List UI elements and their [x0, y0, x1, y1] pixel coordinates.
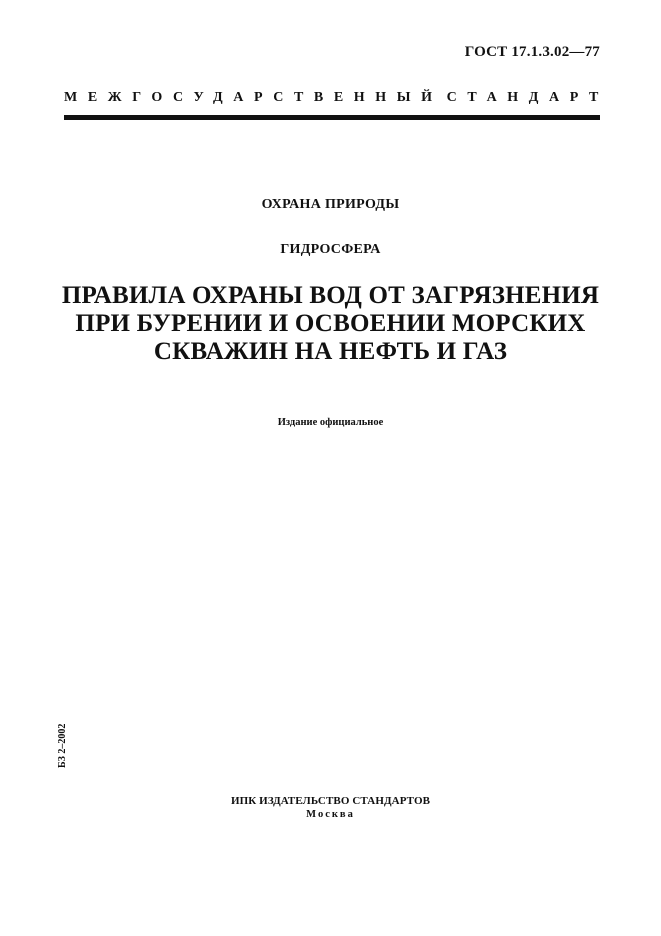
- title-line-1: ПРАВИЛА ОХРАНЫ ВОД ОТ ЗАГРЯЗНЕНИЯ: [61, 282, 600, 309]
- edition-note: Издание официальное: [277, 417, 384, 428]
- title-line-3: СКВАЖИН НА НЕФТЬ И ГАЗ: [153, 338, 508, 365]
- document-title: [0, 282, 661, 366]
- header-band: [64, 90, 609, 106]
- subsubject-heading: ГИДРОСФЕРА: [280, 242, 381, 257]
- publisher-city: Москва: [306, 809, 355, 820]
- subject-heading: ОХРАНА ПРИРОДЫ: [261, 197, 400, 212]
- header-rule: [64, 115, 600, 120]
- standard-number: ГОСТ 17.1.3.02—77: [464, 44, 600, 60]
- header-word-interstate: МЕЖГОСУДАРСТВЕННЫЙ: [64, 90, 443, 105]
- side-code: БЗ 2–2002: [57, 723, 68, 768]
- publisher-name: ИПК ИЗДАТЕЛЬСТВО СТАНДАРТОВ: [230, 795, 431, 807]
- header-word-standard: СТАНДАРТ: [446, 90, 609, 105]
- title-line-2: ПРИ БУРЕНИИ И ОСВОЕНИИ МОРСКИХ: [75, 310, 586, 337]
